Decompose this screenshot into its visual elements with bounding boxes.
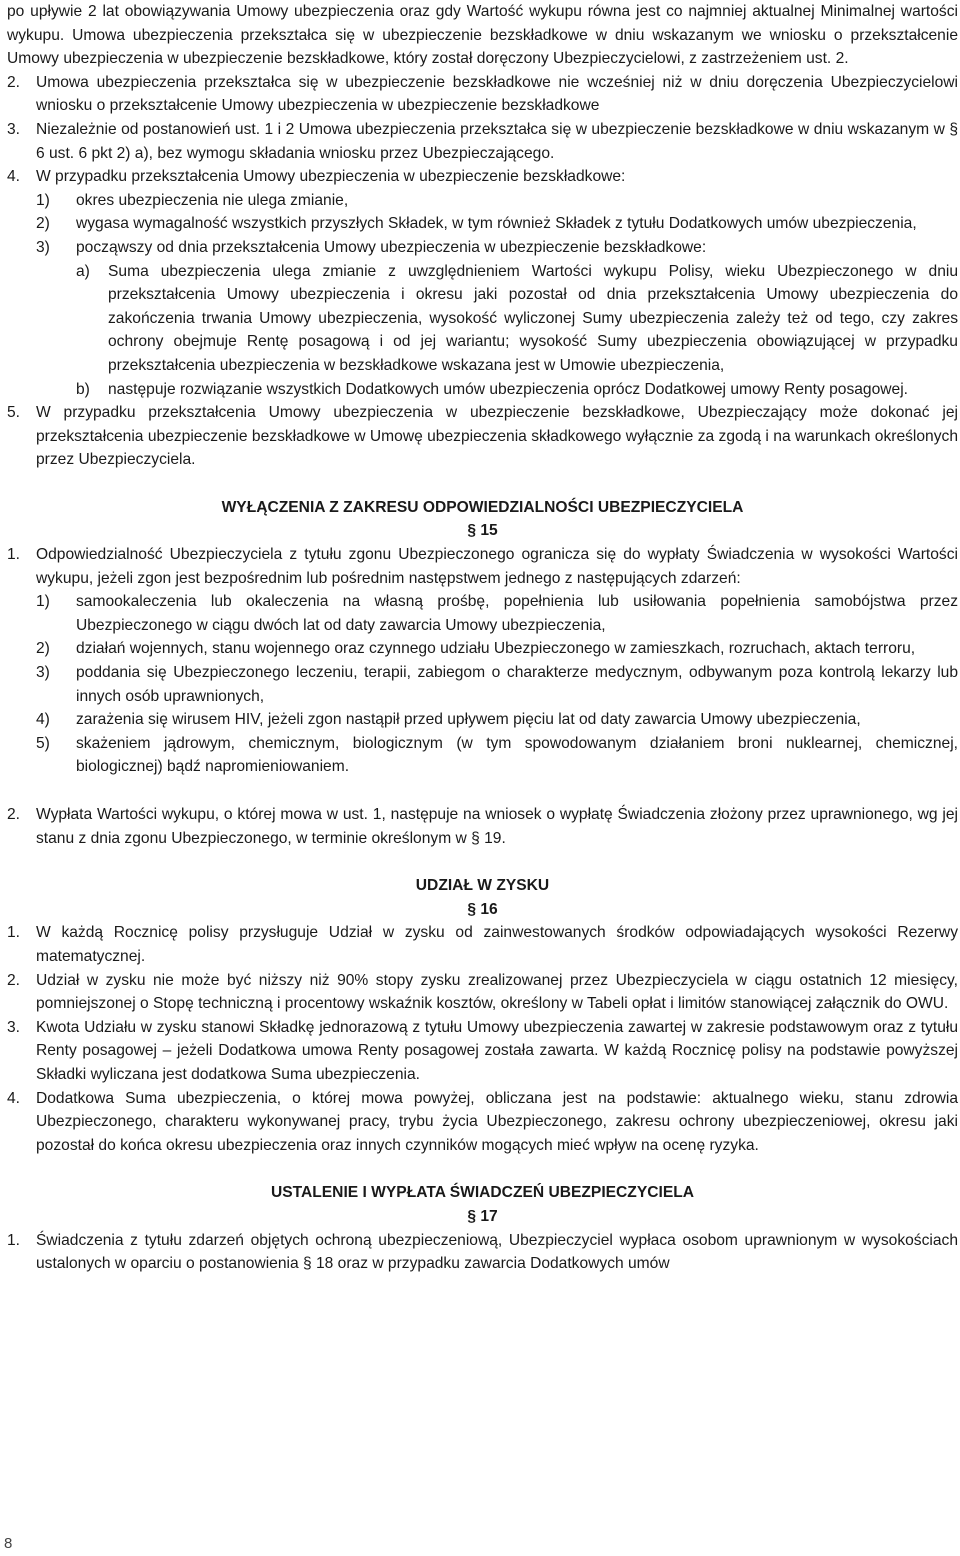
list-item-number: 2): [36, 640, 50, 658]
paragraph-1: [7, 1229, 958, 1276]
sub-list-item-text: następuje rozwiązanie wszystkich Dodatkowych umów ubezpieczenia oprócz Dodatkowej umowy Renty posagowej.: [108, 380, 909, 398]
sub-list-item: [76, 260, 958, 378]
paragraph-4: [7, 1087, 958, 1158]
list-item: [36, 189, 958, 213]
list-item-number: 4): [36, 711, 50, 729]
paragraph-text: Wypłata Wartości wykupu, o której mowa w ust. 1, następuje na wniosek o wypłatę Świadczenia złożony przez uprawnionego, wg jej stanu z dnia zgonu Ubezpieczonego, w terminie określonym w § 19.: [36, 806, 958, 847]
list-item-text: skażeniem jądrowym, chemicznym, biologicznym (w tym spowodowanym działaniem broni nuklearnej, chemicznej, biologicznej) bądź napromieniowaniem.: [76, 734, 958, 776]
list-item-number: 2): [36, 215, 50, 233]
list-item: [36, 236, 958, 260]
section-heading: USTALENIE I WYPŁATA ŚWIADCZEŃ UBEZPIECZYCIELA: [270, 1184, 695, 1202]
paragraph-number: 1.: [7, 1231, 21, 1249]
list-item-number: 3): [36, 664, 50, 682]
list-item: [36, 637, 958, 661]
paragraph-text: W przypadku przekształcenia Umowy ubezpieczenia w ubezpieczenie bezskładkowe, Ubezpieczający może dokonać jej przekształcenia ubezpieczenie bezskładkowe w Umowę ubezpieczenia składkowego wyłącznie za zgodą i na warunkach określonych przez Ubezpieczyciela.: [36, 404, 958, 469]
list-item: [36, 708, 958, 732]
list-item-number: 1): [36, 593, 50, 611]
paragraph-number: 3.: [7, 1018, 21, 1036]
paragraph-number: 4.: [7, 168, 21, 186]
section-number: § 15: [467, 522, 498, 540]
list-item: [36, 732, 958, 779]
sub-list-item-letter: b): [76, 380, 90, 398]
list-item-number: 5): [36, 734, 50, 752]
section-number: § 17: [467, 1207, 498, 1225]
paragraph-2: [7, 803, 958, 850]
paragraph-text: Odpowiedzialność Ubezpieczyciela z tytułu zgonu Ubezpieczonego ogranicza się do wypłaty Świadczenia w wysokości Wartości wykupu, jeżeli zgon jest bezpośrednim lub pośrednim następstwem jednego z następujących zdarzeń:: [36, 546, 958, 587]
list-item-text: wygasa wymagalność wszystkich przyszłych Składek, w tym również Składek z tytułu Dodatkowych umów ubezpieczenia,: [76, 215, 917, 233]
paragraph-1: [7, 921, 958, 968]
paragraph-number: 4.: [7, 1089, 21, 1107]
list-item-number: 3): [36, 238, 50, 256]
paragraph-text: W przypadku przekształcenia Umowy ubezpieczenia w ubezpieczenie bezskładkowe:: [36, 168, 626, 186]
paragraph-5: [7, 401, 958, 472]
list-item: [36, 661, 958, 708]
sub-list-item-letter: a): [76, 262, 90, 280]
paragraph-text: W każdą Rocznicę polisy przysługuje Udział w zysku od zainwestowanych środków odpowiadających wysokości Rezerwy matematycznej.: [36, 924, 958, 965]
paragraph-2: [7, 969, 958, 1016]
paragraph-number: 1.: [7, 924, 21, 942]
paragraph-number: 2.: [7, 971, 21, 989]
page-number: 8: [4, 1535, 13, 1552]
section-heading: UDZIAŁ W ZYSKU: [415, 877, 550, 895]
section-heading: WYŁĄCZENIA Z ZAKRESU ODPOWIEDZIALNOŚCI UBEZPIECZYCIELA: [221, 498, 744, 516]
paragraph-number: 2.: [7, 806, 21, 823]
paragraph-text: Niezależnie od postanowień ust. 1 i 2 Umowa ubezpieczenia przekształca się w ubezpieczenie bezskładkowe w dniu wskazanym w § 6 ust. 6 pkt 2) a), bez wymogu składania wniosku przez Ubezpieczającego.: [36, 120, 958, 162]
paragraph-3: [7, 118, 958, 165]
list-item: [36, 590, 958, 637]
paragraph-number: 1.: [7, 546, 21, 564]
list-item-text: poddania się Ubezpieczonego leczeniu, terapii, zabiegom o charakterze medycznym, odbywanym poza kontrolą lekarzy lub innych osób uprawnionych,: [76, 664, 958, 705]
paragraph-2: [7, 71, 958, 118]
paragraph-continuation: po upływie 2 lat obowiązywania Umowy ubezpieczenia oraz gdy Wartość wykupu równa jest co najmniej aktualnej Minimalnej wartości wykupu. Umowa ubezpieczenia przekształca się w ubezpieczenie bezskładkowe w dniu wskazanym we wniosku o przekształcenie Umowy ubezpieczenia w ubezpieczenie bezskładkowe, który został doręczony Ubezpieczycielowi, z zastrzeżeniem ust. 2.: [7, 3, 958, 68]
paragraph-3: [7, 1016, 958, 1087]
list-item-text: zarażenia się wirusem HIV, jeżeli zgon nastąpił przed upływem pięciu lat od daty zawarcia Umowy ubezpieczenia,: [76, 711, 861, 729]
paragraph-text: Świadczenia z tytułu zdarzeń objętych ochroną ubezpieczeniową, Ubezpieczyciel wypłaca osobom uprawnionym w wysokościach ustalonych w oparciu o postanowienia § 18 oraz w przypadku zawarcia Dodatkowych umów: [36, 1231, 958, 1273]
list-item-text: samookaleczenia lub okaleczenia na własną prośbę, popełnienia lub usiłowania popełnienia samobójstwa przez Ubezpieczonego w ciągu dwóch lat od daty zawarcia Umowy ubezpieczenia,: [76, 593, 958, 634]
sub-list-item: [76, 378, 958, 402]
list-item-number: 1): [36, 191, 50, 209]
paragraph-1: [7, 543, 958, 590]
list-item-text: począwszy od dnia przekształcenia Umowy ubezpieczenia w ubezpieczenie bezskładkowe:: [76, 238, 707, 256]
paragraph-text: Udział w zysku nie może być niższy niż 90% stopy zysku zrealizowanej przez Ubezpieczyciela w ciągu ostatnich 12 miesięcy, pomniejszonej o Stopę techniczną i procentowy wskaźnik kosztów, określony w Tabeli opłat i limitów stanowiącej załącznik do OWU.: [36, 971, 958, 1013]
section-number: § 16: [467, 900, 498, 918]
list-item-text: okres ubezpieczenia nie ulega zmianie,: [76, 191, 349, 209]
paragraph-text: Kwota Udziału w zysku stanowi Składkę jednorazową z tytułu Umowy ubezpieczenia zawartej w zakresie podstawowym oraz z tytułu Renty posagowej – jeżeli Dodatkowa umowa Renty posagowej została zawarta. W każdą Rocznicę polisy na podstawie powyższej Składki wyliczana jest dodatkowa Suma ubezpieczenia.: [36, 1018, 958, 1083]
paragraph-text: Dodatkowa Suma ubezpieczenia, o której mowa powyżej, obliczana jest na podstawie: aktualnego wieku, stanu zdrowia Ubezpieczonego, charakteru wykonywanej pracy, trybu życia Ubezpieczonego, zakresu ochrony ubezpieczeniowej, okresu jaki pozostał do końca okresu ubezpieczenia oraz innych czynników mogących mieć wpływ na ocenę ryzyka.: [36, 1089, 958, 1154]
paragraph-number: 3.: [7, 120, 21, 138]
paragraph-number: 5.: [7, 404, 21, 422]
sub-list-item-text: Suma ubezpieczenia ulega zmianie z uwzględnieniem Wartości wykupu Polisy, wieku Ubezpieczonego w dniu przekształcenia Umowy ubezpieczenia i okresu jaki pozostał od dnia przekształcenia Umowy ubezpieczenia do zakończenia trwania Umowy ubezpieczenia, wysokość wyliczonej Sumy ubezpieczenia zależy też od tego, czy zakres ochrony obejmuje Rentę posagową i od jej wariantu; wysokość Sumy ubezpieczenia obowiązującej w przypadku przekształcenia ubezpieczenia w bezskładkowe wskazana jest w Umowie ubezpieczenia,: [108, 262, 958, 374]
list-item: [36, 212, 958, 236]
paragraph-4: [7, 165, 958, 189]
paragraph-text: Umowa ubezpieczenia przekształca się w ubezpieczenie bezskładkowe nie wcześniej niż w dniu doręczenia Ubezpieczycielowi wniosku o przekształcenie Umowy ubezpieczenia w ubezpieczenie bezskładkowe: [36, 73, 958, 115]
document-page: [7, 0, 958, 1276]
list-item-text: działań wojennych, stanu wojennego oraz czynnego udziału Ubezpieczonego w zamieszkach, rozruchach, aktach terroru,: [76, 640, 916, 658]
paragraph-number: 2.: [7, 73, 21, 91]
